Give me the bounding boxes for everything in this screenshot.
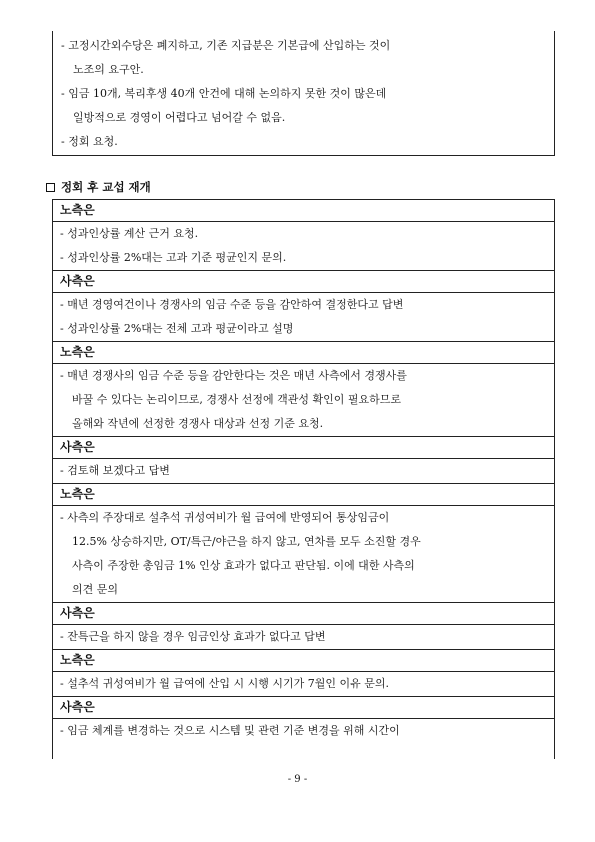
statement-cell — [53, 719, 554, 743]
statement-line: - 잔특근을 하지 않을 경우 임금인상 효과가 없다고 답변 — [60, 630, 326, 643]
statement-line: - 검토해 보겠다고 답변 — [60, 464, 170, 477]
statement-line: - 정회 요청. — [61, 135, 118, 148]
statement-line: - 설추석 귀성여비가 월 급여에 산입 시 시행 시기가 7월인 이유 문의. — [60, 677, 389, 690]
statement-cell — [53, 293, 554, 342]
speaker-row-union: 노측은 — [53, 484, 554, 506]
section-heading — [46, 178, 151, 196]
speaker-row-management: 사측은 — [53, 437, 554, 459]
statement-line: 일방적으로 경영이 어렵다고 넘어갈 수 없음. — [73, 111, 286, 124]
statement-cell — [53, 672, 554, 697]
speaker-row-management: 사측은 — [53, 697, 554, 719]
statement-cell — [53, 459, 554, 484]
negotiation-table — [52, 199, 555, 759]
statement-line: 12.5% 상승하지만, OT/특근/야근을 하지 않고, 연차를 모두 소진할 경우 — [72, 535, 421, 548]
page-number: - 9 - — [287, 774, 308, 785]
statement-line: - 임금 체계를 변경하는 것으로 시스템 및 관련 기준 변경을 위해 시간이 — [60, 724, 400, 737]
statement-line: 바꿀 수 있다는 논리이므로, 경쟁사 선정에 객관성 확인이 필요하므로 — [72, 393, 401, 406]
statement-cell — [53, 222, 554, 271]
statement-line: - 임금 10개, 복리후생 40개 안건에 대해 논의하지 못한 것이 많은데 — [61, 87, 387, 100]
statement-line: - 성과인상률 2%대는 전체 고과 평균이라고 설명 — [60, 322, 294, 335]
statement-line: - 성과인상률 2%대는 고과 기준 평균인지 문의. — [60, 251, 287, 264]
speaker-row-management: 사측은 — [53, 603, 554, 625]
speaker-row-union: 노측은 — [53, 342, 554, 364]
statement-cell — [53, 506, 554, 603]
statement-line: - 성과인상률 계산 근거 요청. — [60, 227, 199, 240]
section-title: 정회 후 교섭 재개 — [61, 180, 151, 194]
speaker-row-union: 노측은 — [53, 200, 554, 222]
statement-line: 올해와 작년에 선정한 경쟁사 대상과 선정 기준 요청. — [72, 417, 324, 430]
statement-line: 사측이 주장한 총임금 1% 인상 효과가 없다고 판단됨. 이에 대한 사측의 — [72, 559, 415, 572]
statement-line: - 고정시간외수당은 폐지하고, 기존 지급분은 기본급에 산입하는 것이 — [61, 39, 391, 52]
speaker-row-management: 사측은 — [53, 271, 554, 293]
continued-statement-box — [52, 31, 555, 156]
statement-cell — [53, 625, 554, 650]
checkbox-square-icon — [46, 183, 55, 192]
speaker-row-union: 노측은 — [53, 650, 554, 672]
statement-line: - 매년 경쟁사의 임금 수준 등을 감안한다는 것은 매년 사측에서 경쟁사를 — [60, 369, 407, 382]
statement-line: 의견 문의 — [72, 583, 119, 596]
statement-line: - 사측의 주장대로 설추석 귀성여비가 월 급여에 반영되어 통상임금이 — [60, 511, 390, 524]
statement-line: - 매년 경영여건이나 경쟁사의 임금 수준 등을 감안하여 결정한다고 답변 — [60, 298, 404, 311]
statement-cell — [53, 364, 554, 437]
statement-line: 노조의 요구안. — [73, 63, 144, 76]
